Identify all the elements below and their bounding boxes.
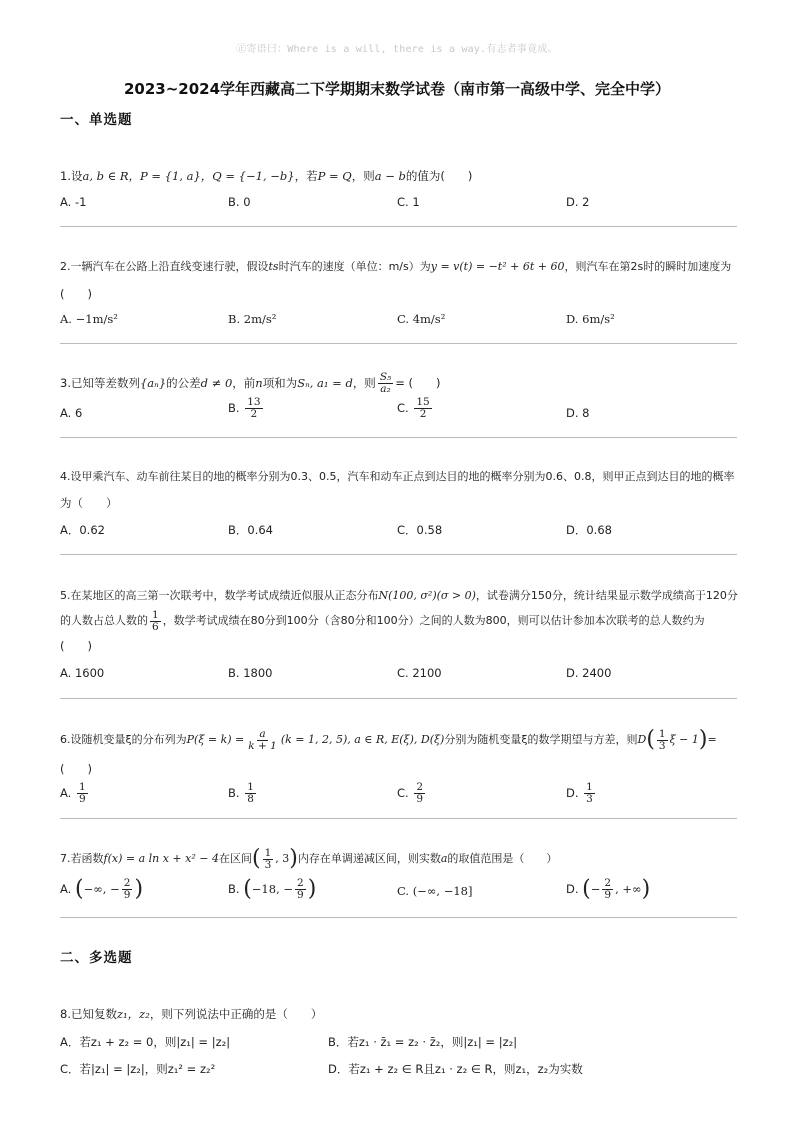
question-3-math-sum: Sₙ, a₁ = d (297, 376, 353, 390)
question-3-stem (60, 370, 740, 396)
motto-watermark: ㊣寄语曰：Where is a will, there is a way.有志者事竟成。 (236, 44, 558, 55)
question-6-option-a[interactable] (60, 782, 90, 805)
frac-num: 1 (247, 781, 254, 793)
question-2-option-c[interactable]: C. 4m/s² (397, 312, 446, 326)
frac-den: 9 (604, 889, 612, 901)
left-paren: ( (74, 876, 84, 902)
question-7-math-3: , 3 (275, 852, 290, 865)
frac-den: 9 (123, 889, 131, 901)
option-math: − (590, 882, 601, 896)
question-6-paren: ( ) (60, 762, 92, 776)
question-5-text-1: 5.在某地区的高三第一次联考中，数学考试成绩近似服从正态分布 (60, 589, 379, 602)
question-7-math-a: a (440, 852, 448, 865)
question-3-math-n: n (255, 376, 263, 390)
option-label: D. (566, 882, 579, 896)
option-fraction (295, 878, 306, 901)
question-8-option-d[interactable]: D．若z₁ + z₂ ∈ R且z₁ · z₂ ∈ R，则z₁，z₂为实数 (328, 1062, 583, 1076)
question-divider (60, 343, 737, 344)
question-8-option-b[interactable]: B．若z₁ · z̄₁ = z₂ · z̄₂，则|z₁| = |z₂| (328, 1035, 518, 1049)
exam-title: 2023~2024学年西藏高二下学期期末数学试卷（南市第一高级中学、完全中学） (123, 80, 671, 98)
question-5-math-normal: N(100, σ²)(σ > 0) (378, 589, 476, 602)
question-5-line-1 (60, 583, 740, 609)
question-7-math-f: f(x) = a ln x + x² − 4 (103, 852, 219, 865)
question-7-text-3: 内存在单调递减区间，则实数 (297, 852, 441, 865)
section-heading-multiple-choice: 二、多选题 (60, 950, 133, 966)
question-5-option-b[interactable]: B. 1800 (228, 666, 273, 680)
frac-num: 2 (604, 877, 612, 889)
question-2-option-d[interactable]: D. 6m/s² (566, 312, 615, 326)
question-5-fraction (150, 610, 161, 633)
question-6-line-1 (60, 727, 740, 753)
frac-num: 13 (247, 396, 261, 408)
option-fraction (77, 782, 88, 805)
left-paren: ( (582, 876, 591, 902)
frac-num: 1 (658, 727, 666, 740)
right-paren: ) (641, 876, 651, 902)
left-paren: ( (243, 876, 252, 902)
section-heading-single-choice: 一、单选题 (60, 112, 133, 128)
frac-den: 6 (152, 620, 159, 633)
question-7-text-2: 在区间 (218, 852, 252, 865)
question-6-math-xi: ξ − 1 (669, 733, 699, 746)
left-paren: ( (646, 727, 655, 752)
right-paren: ) (134, 876, 144, 902)
option-math: , +∞ (615, 882, 642, 896)
question-1-math-sets: a, b ∈ R，P = {1, a}，Q = {−1, −b} (82, 169, 295, 183)
frac-den: 8 (247, 793, 254, 805)
option-label: C. (397, 786, 409, 800)
option-fraction (414, 782, 425, 805)
question-1-option-c[interactable]: C. 1 (397, 195, 420, 209)
question-divider (60, 698, 737, 699)
question-4-option-c[interactable]: C．0.58 (397, 523, 443, 537)
option-fraction (122, 878, 133, 901)
question-2-paren: ( ) (60, 287, 92, 301)
question-2-text-2: 时汽车的速度（单位：m/s）为 (278, 260, 431, 273)
question-1-prefix: 1.设 (60, 169, 83, 183)
question-5-option-d[interactable]: D. 2400 (566, 666, 612, 680)
left-paren: ( (251, 846, 261, 871)
question-5-line-2 (60, 608, 740, 634)
question-4-option-d[interactable]: D．0.68 (566, 523, 612, 537)
option-label: B. (228, 882, 240, 896)
question-3-option-d[interactable]: D. 8 (566, 406, 590, 420)
question-6-option-c[interactable] (397, 782, 427, 805)
frac-num: 2 (297, 877, 304, 889)
question-2-math-t: ts (268, 260, 279, 273)
question-4-option-a[interactable]: A．0.62 (60, 523, 105, 537)
question-3-option-b[interactable] (228, 397, 265, 420)
question-5-text-2: ，试卷满分150分，统计结果显示数学成绩高于120分 (475, 589, 738, 602)
question-1-math-diff: a − b (374, 169, 406, 183)
question-7-stem (60, 846, 740, 872)
question-6-option-d[interactable] (566, 782, 597, 805)
question-2-text-1: 2.一辆汽车在公路上沿直线变速行驶，假设 (60, 260, 269, 273)
option-label: D. (566, 786, 579, 800)
question-8-text-1: 8.已知复数 (60, 1007, 117, 1021)
frac-num: 1 (152, 608, 159, 621)
question-3-math-seq: {aₙ} (139, 376, 167, 390)
frac-den: 3 (264, 858, 272, 871)
question-7-fraction (263, 848, 274, 871)
frac-num: 2 (123, 877, 131, 889)
option-label: C. (397, 401, 409, 415)
option-fraction (245, 782, 256, 805)
question-2-stem (60, 254, 740, 280)
question-3-fraction (378, 372, 393, 395)
question-6-text-1: 6.设随机变量ξ的分布列为 (60, 733, 187, 746)
question-1-stem (60, 163, 740, 189)
question-8-stem (60, 1001, 740, 1027)
option-fraction (602, 878, 613, 901)
option-label: B. (228, 401, 240, 415)
frac-den: 3 (658, 739, 666, 752)
frac-den: k + 1 (248, 739, 277, 752)
question-7-option-c[interactable]: C. (−∞, −18] (397, 884, 473, 898)
frac-num: 15 (416, 396, 430, 408)
option-fraction (245, 397, 262, 420)
option-label: A. (60, 882, 72, 896)
question-3-math-d: d ≠ 0 (200, 376, 233, 390)
option-fraction (414, 397, 431, 420)
question-1-math-equal: P = Q (317, 169, 352, 183)
frac-den: 9 (416, 793, 424, 805)
frac-den: 9 (297, 889, 304, 901)
question-1-option-b[interactable]: B. 0 (228, 195, 251, 209)
question-1-option-d[interactable]: D. 2 (566, 195, 590, 209)
question-7-text-1: 7.若函数 (60, 852, 104, 865)
question-5-text-3: 的人数占总人数的 (60, 614, 148, 627)
question-2-text-3: ，则汽车在第2s时的瞬时加速度为 (564, 260, 732, 273)
question-3-text-4: 项和为 (262, 376, 298, 390)
question-3-text-2: 的公差 (166, 376, 201, 390)
frac-num: 1 (78, 781, 86, 793)
question-3-text-3: ，前 (232, 376, 256, 390)
question-3-option-c[interactable] (397, 397, 434, 420)
question-divider (60, 226, 737, 227)
question-5-paren: ( ) (60, 639, 92, 653)
question-7-option-b[interactable] (228, 878, 316, 901)
option-math: −18, − (251, 882, 294, 896)
question-3-frac-den: a₂ (380, 383, 391, 395)
question-3-text-1: 3.已知等差数列 (60, 376, 140, 390)
question-6-math-p: P(ξ = k) = (186, 733, 245, 746)
right-paren: ) (307, 876, 317, 902)
frac-num: 1 (264, 846, 272, 859)
frac-num: 1 (586, 781, 593, 793)
question-3-option-a[interactable]: A. 6 (60, 406, 83, 420)
question-3-text-6: = ( ) (395, 376, 441, 390)
question-4-line-1: 4.设甲乘汽车、动车前往某目的地的概率分别为0.3、0.5，汽车和动车正点到达目的地的概率分别为0.6、0.8，则甲正点到达目的地的概率 (60, 470, 735, 483)
option-math: −∞, − (83, 882, 120, 896)
option-label: B. (228, 786, 240, 800)
right-paren: ) (289, 846, 298, 871)
question-4-option-b[interactable]: B．0.64 (228, 523, 273, 537)
question-4-line-2: 为（ ） (60, 496, 118, 510)
question-8-text-2: ，则下列说法中正确的是（ ） (149, 1007, 323, 1021)
frac-den: 2 (250, 408, 258, 420)
question-6-text-2: 分别为随机变量ξ的数学期望与方差，则 (444, 733, 638, 746)
question-divider (60, 554, 737, 555)
frac-den: 2 (419, 408, 427, 420)
question-6-option-b[interactable] (228, 782, 258, 805)
question-6-math-eq: = (707, 733, 717, 746)
question-6-fraction-2 (657, 729, 668, 752)
question-6-math-k: (k = 1, 2, 5), a ∈ R, E(ξ), D(ξ) (280, 733, 445, 746)
question-6-fraction (246, 729, 279, 752)
question-8-option-c[interactable]: C．若|z₁| = |z₂|，则z₁² = z₂² (60, 1062, 216, 1076)
question-7-text-4: 的取值范围是（ ） (447, 852, 558, 865)
question-5-option-c[interactable]: C. 2100 (397, 666, 442, 680)
question-divider (60, 437, 737, 438)
question-divider (60, 917, 737, 918)
question-5-option-a[interactable]: A. 1600 (60, 666, 105, 680)
question-1-suffix: 的值为( ) (405, 169, 473, 183)
question-6-math-d: D (637, 733, 647, 746)
question-2-option-a[interactable]: A. −1m/s² (60, 312, 118, 326)
question-1-mid2: ，则 (351, 169, 375, 183)
option-label: A. (60, 786, 72, 800)
question-1-option-a[interactable]: A. -1 (60, 195, 87, 209)
frac-den: 9 (78, 793, 86, 805)
question-8-option-a[interactable]: A．若z₁ + z₂ = 0，则|z₁| = |z₂| (60, 1035, 231, 1049)
question-2-option-b[interactable]: B. 2m/s² (228, 312, 277, 326)
frac-num: a (259, 727, 266, 740)
right-paren: ) (698, 727, 708, 752)
question-8-math-z: z₁，z₂ (116, 1007, 150, 1021)
question-3-text-5: ，则 (352, 376, 376, 390)
frac-num: 2 (416, 781, 424, 793)
frac-den: 3 (586, 793, 593, 805)
question-7-option-d[interactable] (566, 878, 650, 901)
question-1-mid: ，若 (294, 169, 318, 183)
question-divider (60, 818, 737, 819)
question-2-math-velocity: y = v(t) = −t² + 6t + 60 (430, 260, 565, 273)
question-3-frac-num: S₅ (379, 371, 392, 383)
question-5-text-4: ，数学考试成绩在80分到100分（含80分和100分）之间的人数为800，则可以估计参加本次联考的总人数约为 (162, 614, 705, 627)
question-7-option-a[interactable] (60, 878, 143, 901)
option-fraction (584, 782, 595, 805)
